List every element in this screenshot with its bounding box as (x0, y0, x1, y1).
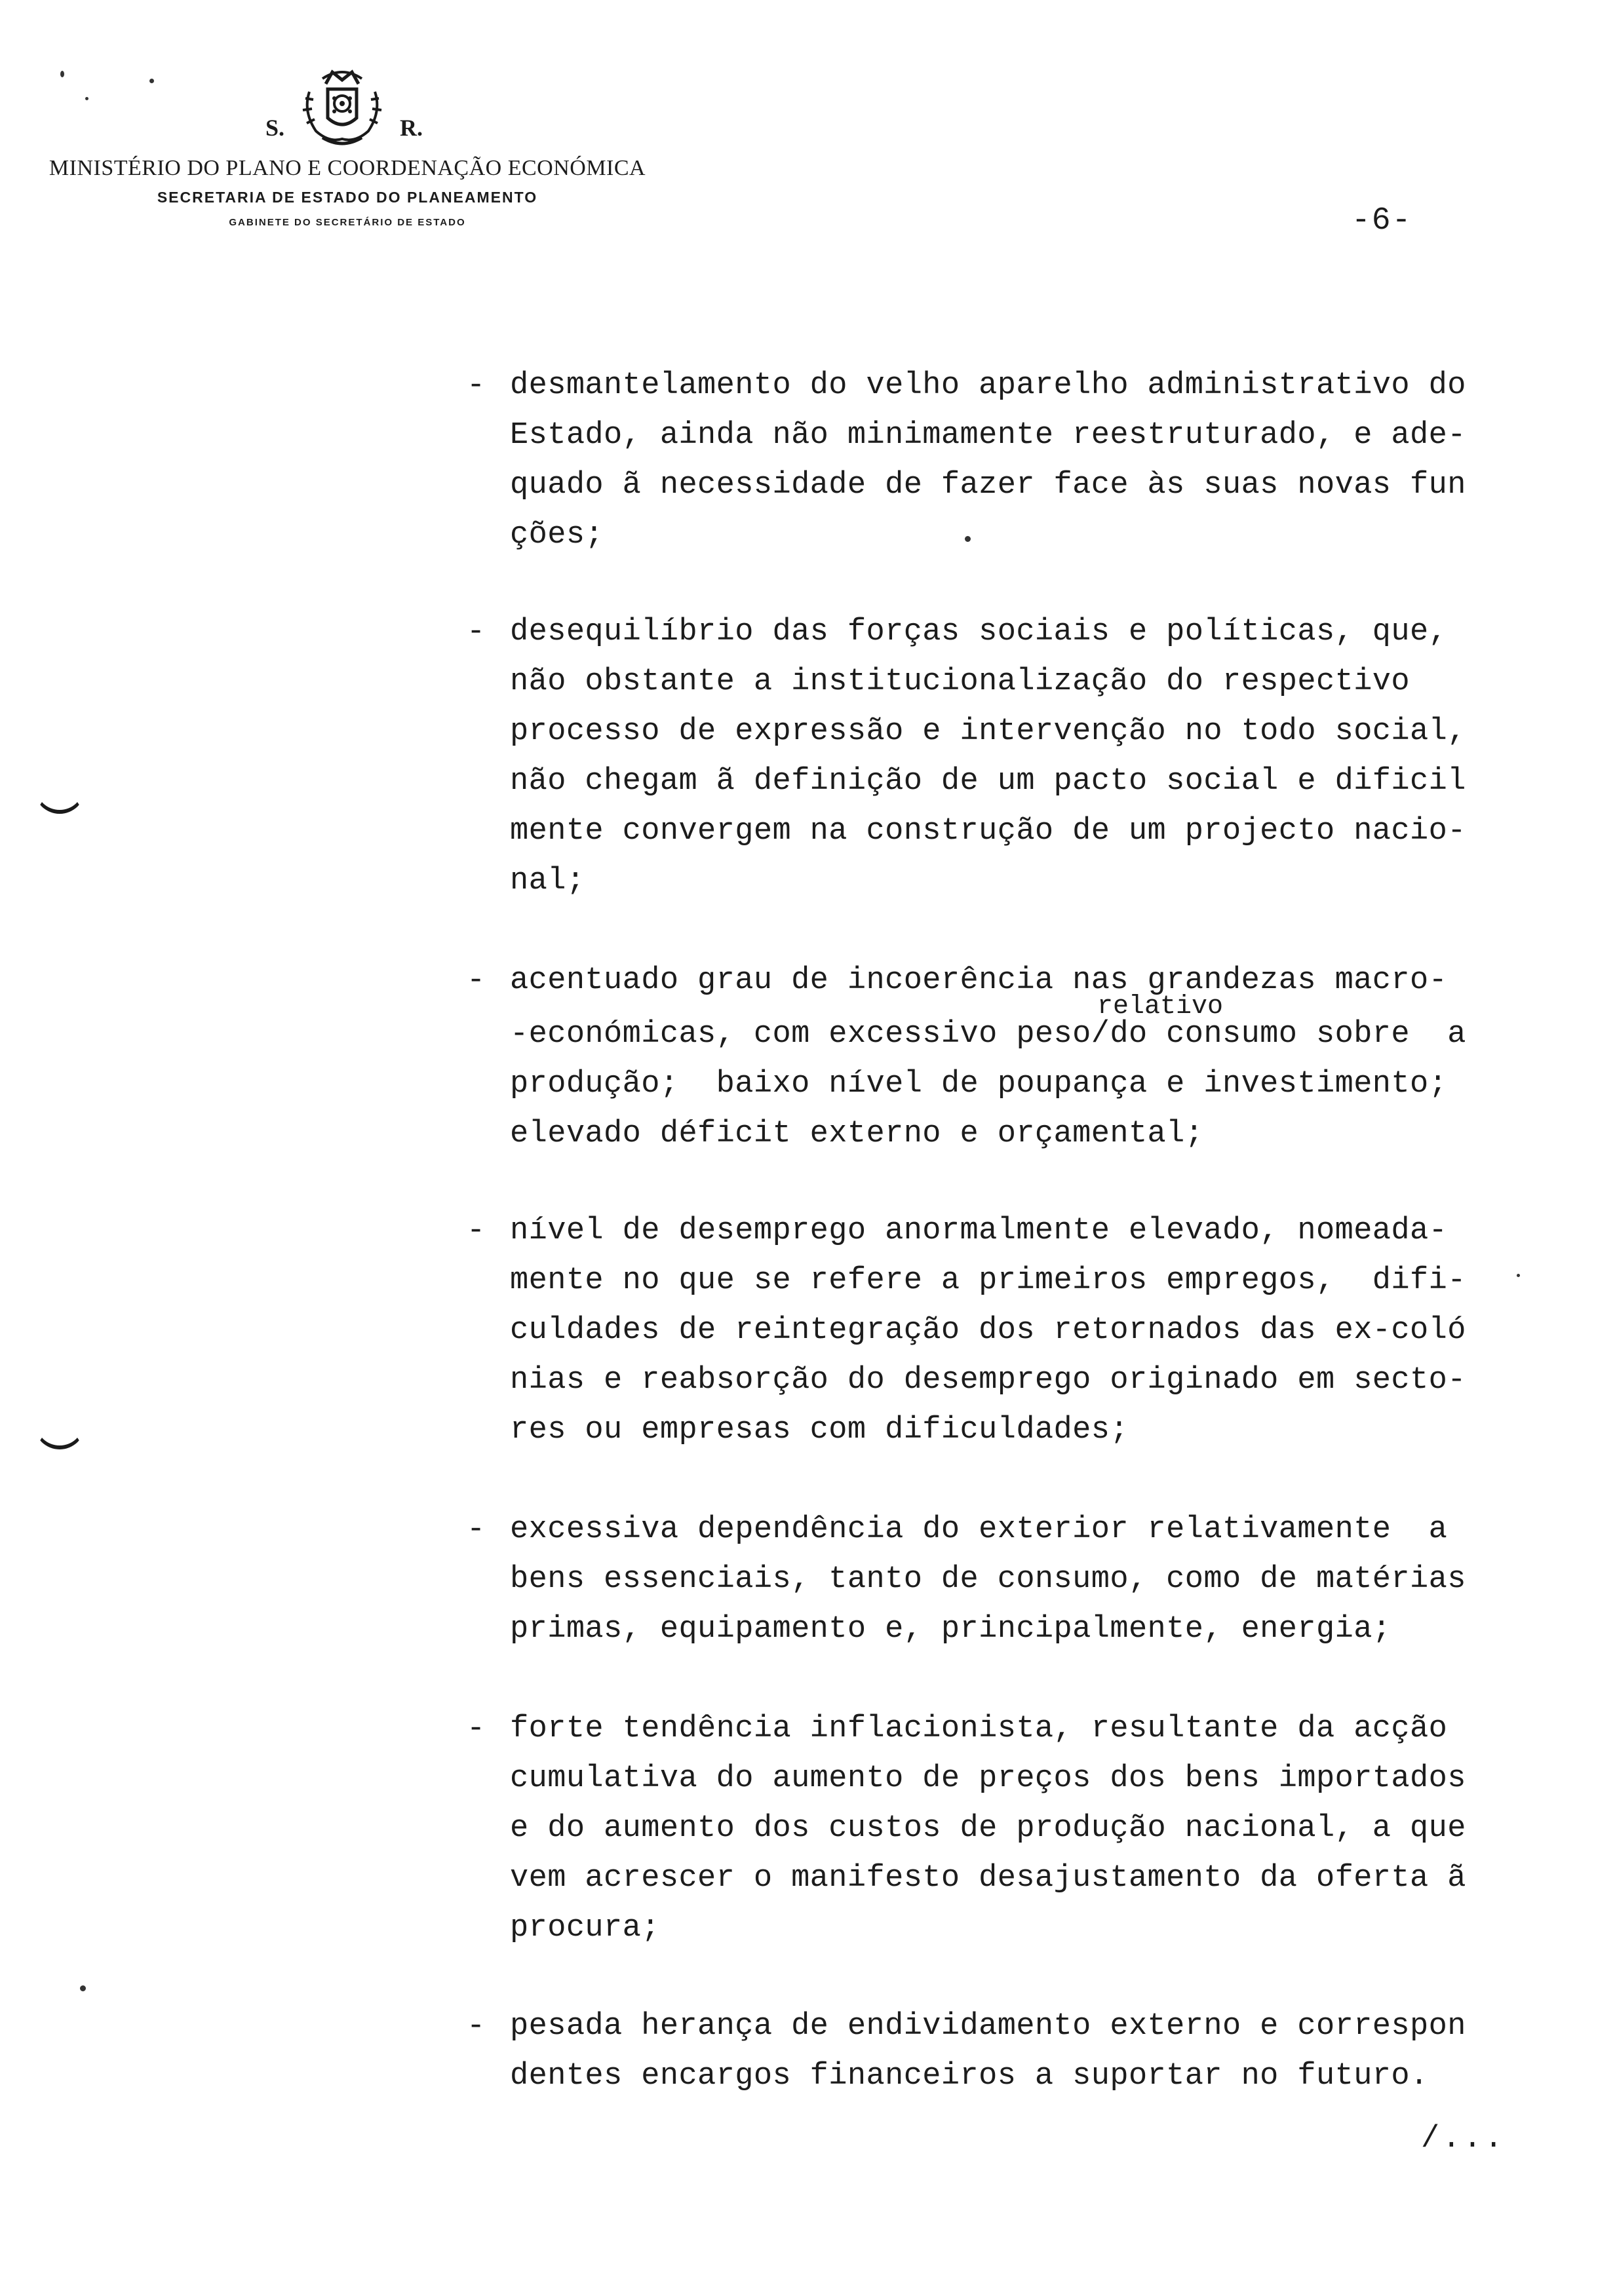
item-line: mente convergem na construção de um projecto nacio- (510, 814, 1466, 849)
scan-speck (60, 71, 64, 77)
item-line: quado ã necessidade de fazer face às suas novas fun (510, 468, 1466, 503)
item-line: processo de expressão e intervenção no todo social, (510, 714, 1466, 749)
bullet-dash: - (467, 615, 486, 649)
bullet-dash: - (467, 2009, 486, 2044)
item-line: acentuado grau de incoerência nas grandezas macro- (510, 963, 1448, 998)
bullet-dash: - (467, 963, 486, 998)
item-line: forte tendência inflacionista, resultante da acção (510, 1712, 1448, 1746)
item-line: bens essenciais, tanto de consumo, como de matérias (510, 1562, 1466, 1597)
scan-speck (85, 97, 88, 100)
item-line: -económicas, com excessivo peso/do consumo sobre a (510, 1017, 1466, 1052)
continuation-mark: /... (1421, 2122, 1506, 2156)
item-line: produção; baixo nível de poupança e investimento; (510, 1067, 1448, 1101)
bullet-dash: - (467, 1214, 486, 1248)
bullet-dash: - (467, 1712, 486, 1746)
item-line: desequilíbrio das forças sociais e políticas, que, (510, 615, 1448, 649)
letterhead-left-initial: S. (265, 115, 285, 141)
item-line: nível de desemprego anormalmente elevado, nomeada- (510, 1214, 1448, 1248)
item-line: Estado, ainda não minimamente reestruturado, e ade- (510, 418, 1466, 453)
scan-speck (965, 536, 971, 542)
secretariat-name: SECRETARIA DE ESTADO DO PLANEAMENTO (157, 189, 538, 206)
item-line: dentes encargos financeiros a suportar no futuro. (510, 2059, 1429, 2094)
page-number: -6- (1352, 203, 1412, 239)
item-line: e do aumento dos custos de produção nacional, a que (510, 1811, 1466, 1846)
emblem-row (39, 66, 649, 151)
item-line: elevado déficit externo e orçamental; (510, 1117, 1204, 1151)
scan-speck (149, 79, 154, 83)
item-line: res ou empresas com dificuldades; (510, 1413, 1129, 1447)
item-line: procura; (510, 1911, 660, 1945)
letterhead (46, 66, 649, 228)
item-line: mente no que se refere a primeiros empregos, difi- (510, 1263, 1466, 1298)
ministry-name: MINISTÉRIO DO PLANO E COORDENAÇÃO ECONÓMICA (49, 156, 646, 180)
item-line: ções; (510, 518, 604, 552)
punch-hole-mark (34, 1419, 85, 1449)
item-line: pesada herança de endividamento externo e correspon (510, 2009, 1466, 2044)
item-line: nal; (510, 864, 585, 898)
handwritten-insertion: relativo (1097, 992, 1224, 1022)
item-line: vem acrescer o manifesto desajustamento da oferta ã (510, 1861, 1466, 1896)
coat-of-arms-icon (296, 66, 388, 151)
cabinet-name: GABINETE DO SECRETÁRIO DE ESTADO (229, 217, 466, 228)
item-line: não chegam ã definição de um pacto social e dificil (510, 764, 1466, 799)
item-line: não obstante a institucionalização do respectivo (510, 664, 1411, 699)
letterhead-right-initial: R. (400, 115, 423, 141)
punch-hole-mark (34, 784, 85, 814)
item-line: cumulativa do aumento de preços dos bens importados (510, 1761, 1466, 1796)
scan-speck (1517, 1274, 1520, 1277)
item-line: nias e reabsorção do desemprego originado em secto- (510, 1363, 1466, 1398)
item-line: culdades de reintegração dos retornados das ex-coló (510, 1313, 1466, 1348)
bullet-dash: - (467, 1512, 486, 1547)
item-line: primas, equipamento e, principalmente, energia; (510, 1612, 1391, 1647)
item-line: desmantelamento do velho aparelho administrativo do (510, 368, 1466, 403)
item-line: excessiva dependência do exterior relativamente a (510, 1512, 1448, 1547)
bullet-dash: - (467, 368, 486, 403)
scan-speck (80, 1985, 86, 1991)
